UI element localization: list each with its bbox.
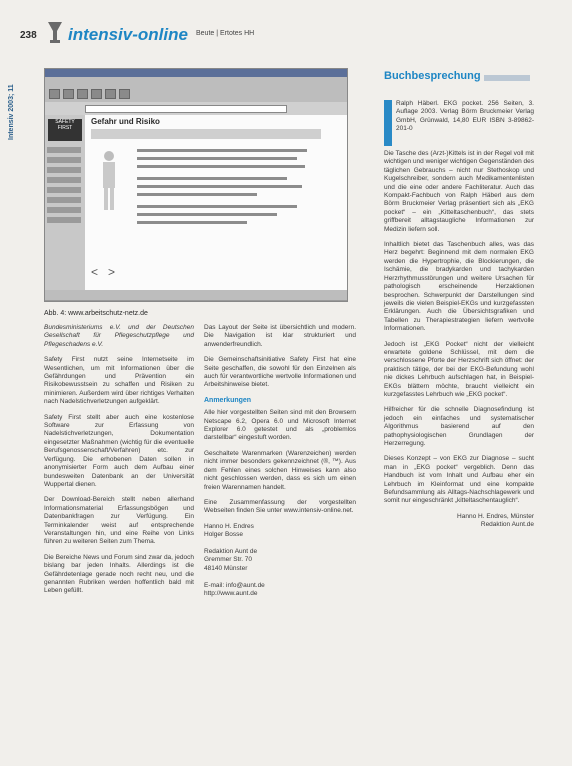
paragraph: Safety First stellt aber auch eine kostenlose Software zur Erfassung von Nadelstichverletzungen, Dokumentation eingesetzter Maßnahmen (wichtig für die eventuelle Berufsgenossenschaft/Verfahren) etc. zur Verfügung. Die erhobenen Daten sollen in anonymisierter Form auch dem Aufbau einer bundesweiten Datenbank an der Universität Wuppertal dienen. (44, 413, 194, 488)
heading-decoration (484, 75, 530, 81)
website-screenshot (44, 68, 348, 302)
right-intro (396, 100, 534, 141)
signature-line: http://www.aunt.de (204, 589, 258, 597)
paragraph: Die Tasche des (Arzt-)Kittels ist in der Regel voll mit wichtigen und weniger wichtigen Gegenständen des täglichen Gebrauchs – nicht nur Stethoskop und Kugelschreiber, sondern auch Medikamentenlisten und die eine oder andere Fachliteratur. Auch das Kompakt-Fachbuch von Ralph Häberl aus dem Börm Bruckmeier Verlag präsentiert sich als „EKG pocket“ – ein „Kitteltaschenbuch“, das stets griffbereit alltagstaugliche Informationen zur Medizin liefern soll. (384, 150, 534, 233)
web-page-title: Gefahr und Risiko (91, 117, 160, 126)
paragraph: Bundesministeriums e.V. und der Deutschen Gesellschaft für Pflegeschutzpflege und Pflegeschadens e.V. (44, 324, 194, 348)
right-column (384, 150, 534, 530)
paragraph: Das Layout der Seite ist übersichtlich und modern. Die Navigation ist klar strukturiert und anwenderfreundlich. (204, 324, 356, 348)
paragraph: Der Download-Bereich stellt neben allerhand Informationsmaterial Erfassungsbögen und Datenbankfragen zur Verfügung. Ein Terminkalender weist auf entsprechende Veranstaltungen hin, und eine Reihe von Links führen zu weiteren Seiten zum Thema. (44, 496, 194, 546)
signature-line: Hanno H. Endres (204, 522, 254, 530)
reviewer-name: Hanno H. Endres, Münster (457, 512, 534, 520)
signature-line (204, 540, 356, 548)
figure-caption: Abb. 4: www.arbeitschutz-netz.de (44, 310, 148, 317)
brand-name: intensiv-online (68, 25, 188, 44)
signature-line: 48140 Münster (204, 564, 248, 572)
subheading: Anmerkungen (204, 396, 252, 404)
paragraph: Safety First nutzt seine Internetseite im Wesentlichen, um mit Informationen über die Gefährdungen und Prävention ein Risikobewusstsein zu schaffen und Risiken zu minimieren. Außerdem wird über richtiges Verhalten nach Nadelstichverletzungen aufgeklärt. (44, 356, 194, 406)
arrow-icons: < > (91, 265, 116, 279)
middle-column (204, 324, 356, 598)
browser-statusbar (45, 290, 347, 301)
signature-line (204, 573, 356, 581)
reviewer-affiliation: Redaktion Aunt.de (480, 521, 534, 529)
web-sidebar: SAFETY FIRST (45, 115, 85, 291)
paragraph: Alle hier vorgestellten Seiten sind mit den Browsern Netscape 6.2, Opera 6.0 und Microsoft Internet Explorer 6.0 getestet und als „problemlos darstellbar“ eingestuft worden. (204, 409, 356, 442)
paragraph: Jedoch ist „EKG Pocket“ nicht der vielleicht erwartete goldene Schlüssel, mit dem die verschlossene Pforte der Herzschrift sich öffnet: der praktisch tätige, der bei der EKG-Befundung wohl nie dickes Lehrbuch aufschlagen hat, in Beispiel-EKGs blättern möchte, braucht vielleicht ein kurzgefasstes Lehrbuch wie „EKG pocket“. (384, 340, 534, 398)
vertical-journal-label: Intensiv 2003; 11 (8, 84, 15, 140)
signature-block (204, 523, 356, 599)
paragraph: Inhaltlich bietet das Taschenbuch alles, was das Herz begehrt: Beginnend mit dem normalen EKG werden die Hypertrophie, die Blockierungen, die Ischämie, die bradykarden und tachykarden Herzrhythmusstörungen und weitere Ursachen für pathologisch erscheinende Herzaktionen besprochen. Schwerpunkt der Darstellungen sind jeweils die vielen Beispiel-EKGs und kurzgefassten Erklärungen. Auch die Übersichtsgrafiken und Tabellen zu Therapiestrategien liefern wertvolle Informationen. (384, 241, 534, 333)
magazine-logo-icon (44, 20, 66, 44)
section-label: Beute | Ertotes HH (196, 30, 255, 37)
paragraph: Die Bereiche News und Forum sind zwar da, jedoch bislang bar jeden Inhalts. Allerdings ist die Gefährdetenlage gerade noch recht neu, und die genannten Rubriken werden hoffentlich bald mit Leben gefüllt. (44, 553, 194, 595)
person-figure-icon (97, 149, 121, 211)
web-page-content (45, 115, 347, 291)
browser-toolbar (45, 86, 347, 103)
book-details: Ralph Häberl. EKG pocket. 256 Seiten, 3. Auflage 2003. Verlag Börm Bruckmeier Verlag GmbH, Grünwald, 14,80 EUR ISBN 3-89862-201-0 (396, 100, 534, 133)
signature-line: Holger Bosse (204, 531, 244, 539)
browser-addressbar (45, 102, 347, 116)
paragraph: Eine Zusammenfassung der vorgestellten Webseiten finden Sie unter www.intensiv-online.net. (204, 498, 356, 515)
paragraph: Die Gemeinschaftsinitiative Safety First hat eine Seite geschaffen, die sowohl für den Einzelnen als auch für verantwortliche wertvolle Informationen und Arbeitshinweise bietet. (204, 356, 356, 389)
paragraph: Hilfreicher für die schnelle Diagnosefindung ist jedoch ein einfaches und systematischer Algorithmus basierend auf den pathophysiologischen Grundlagen der Herzerregung. (384, 406, 534, 447)
accent-block (384, 100, 392, 146)
section-heading: Buchbesprechung (384, 70, 481, 82)
signature-line: Gremmer Str. 70 (204, 556, 253, 564)
paragraph: Geschaltete Warenmarken (Warenzeichen) werden nicht immer besonders gekennzeichnet (®, ™). Aus dem Fehlen eines solchen Hinweises kann also nicht geschlossen werden, dass es sich um einen freien Warennamen handelt. (204, 449, 356, 491)
signature-line: E-mail: info@aunt.de (204, 581, 265, 589)
signature-line: Redaktion Aunt de (204, 547, 258, 555)
paragraph: Dieses Konzept – von EKG zur Diagnose – sucht man in „EKG pocket“ vergeblich. Denn das Handbuch ist vom Inhalt und Aufbau eher ein Lehrbuch im Kleinformat und eine kompakte Befundsammlung als Alltags-Nachschlagewerk und somit nur eingeschränkt „kitteltaschentauglich“. (384, 455, 534, 505)
page-number: 238 (20, 30, 37, 41)
left-column (44, 324, 194, 603)
